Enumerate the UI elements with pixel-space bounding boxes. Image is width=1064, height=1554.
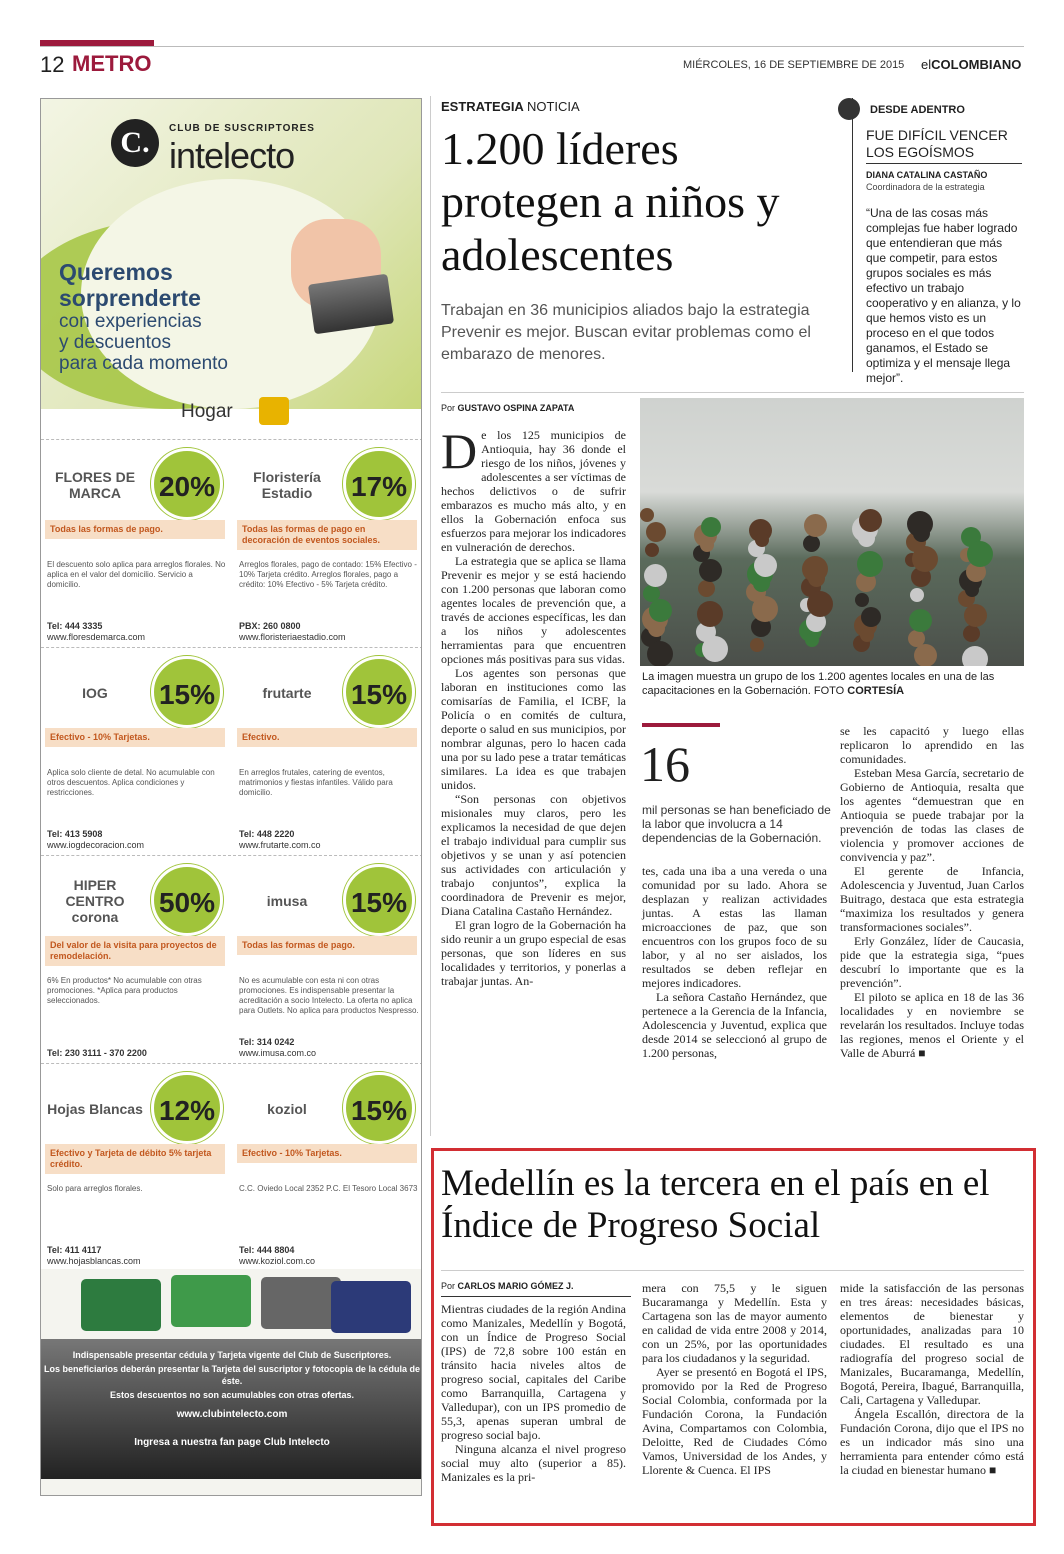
offer-website[interactable]: www.imusa.com.co (239, 1048, 317, 1058)
ad-subheadline-line-1: con experiencias (59, 311, 202, 332)
offer-website[interactable]: www.floristeriaestadio.com (239, 632, 346, 642)
kicker-type: NOTICIA (526, 99, 580, 114)
newspaper-prefix: el (921, 57, 932, 72)
bancolombia-card-image (171, 1275, 251, 1327)
offer-phone: Tel: 230 3111 - 370 2200 (47, 1048, 147, 1058)
discount-badge: 15% (343, 656, 415, 728)
ad-category: Hogar (181, 401, 233, 422)
article-paragraph: Ninguna alcanza el nivel progreso social muy alto (superior a 85). Manizales es la pri- (441, 1442, 626, 1484)
page-number: 12 (40, 52, 65, 77)
article2-headline[interactable]: Medellín es la tercera en el país en el Índice de Progreso Social (441, 1163, 990, 1246)
offer-card[interactable] (233, 1063, 422, 1273)
photo-person-shape (964, 604, 987, 627)
stat-accent-bar (642, 723, 720, 727)
newspaper-title: COLOMBIANO (931, 57, 1022, 72)
photo-person-shape (857, 551, 883, 577)
byline-author: GUSTAVO OSPINA ZAPATA (457, 403, 575, 413)
photo-person-shape (859, 509, 882, 532)
photo-person-shape (913, 525, 930, 542)
article2-column-1 (441, 1302, 626, 1484)
article-paragraph: se les capacitó y luego ellas replicaron lo aprendido en las comunidades. (840, 724, 1024, 766)
offer-phone: Tel: 413 5908 (47, 829, 103, 839)
offer-phone: Tel: 444 3335 (47, 621, 103, 631)
offer-note: Solo para arreglos florales. (47, 1184, 143, 1193)
byline-prefix: Por (441, 1281, 456, 1291)
offer-note: Aplica solo cliente de detal. No acumulable con otros descuentos. Aplica condiciones y restricciones. (47, 768, 215, 797)
offer-card[interactable] (41, 1063, 231, 1273)
photo-person-shape (808, 570, 825, 587)
article-paragraph (441, 423, 626, 554)
offer-phone: PBX: 260 0800 (239, 621, 301, 631)
discount-badge: 15% (343, 864, 415, 936)
discount-badge: 12% (151, 1072, 223, 1144)
photo-person-shape (807, 591, 833, 617)
offer-contact (47, 621, 145, 643)
elcolombiano-logo-icon: C. (111, 119, 159, 167)
article-paragraph: El gran logro de la Gobernación ha sido reunir a un grupo especial de esas personas, que son líderes en sus localidades y territorios, y ponerlas a trabajar juntas. An- (441, 918, 626, 988)
article-paragraph: tes, cada una iba a una vereda o una comunidad por su lado. Ahora se desplazan y realizan actividades juntas. A estas las llaman microacciones de paz, que son encuentros con los grupos foco de su labor, y al no ser aislados, los resultados se deben reflejar en mejores indicadores. (642, 864, 827, 990)
photo-person-shape (914, 644, 937, 666)
offer-condition: Del valor de la visita para proyectos de remodelación. (45, 936, 225, 966)
article-paragraph: mide la satisfacción de las personas en tres áreas: necesidades básicas, elementos de bienestar y oportunidades, analizadas para 10 ciudades. El resultado es una radiografía del progreso social de Manizales, Bucaramanga, Medellín, Bogotá, Pereira, Ibagué, Barranquilla, Cali, Cartagena y Valledupar. (840, 1281, 1024, 1407)
article-paragraph: Esteban Mesa García, secretario de Gobierno de Antioquia, resalta que los agentes “demuestran que en Antioquia se puede trabajar por la prevención de todas las clases de violencia y promover acciones de convivencia y paz”. (840, 766, 1024, 864)
offer-card[interactable] (233, 439, 422, 649)
offer-website[interactable]: www.frutarte.com.co (239, 840, 321, 850)
photo-person-shape (962, 646, 988, 666)
photo-person-shape (753, 575, 770, 592)
photo-person-shape (700, 538, 714, 552)
photo-person-shape (967, 541, 993, 567)
offer-contact (47, 1245, 141, 1267)
ad-website-link[interactable]: www.clubintelecto.com (176, 1409, 288, 1420)
photo-person-shape (649, 599, 672, 622)
kicker-section: ESTRATEGIA (441, 99, 524, 114)
offer-brand-logo: HIPER CENTRO corona (65, 877, 125, 925)
offer-note: En arreglos frutales, catering de eventos, matrimonios y fiestas infantiles. Válido para domicilio. (239, 768, 393, 797)
offer-contact (47, 829, 144, 851)
offer-brand-logo: Floristería Estadio (253, 469, 321, 501)
offer-contact (239, 829, 321, 851)
offer-contact (47, 1048, 147, 1059)
article-deck: Trabajan en 36 municipios aliados bajo la estrategia Prevenir es mejor. Buscan evitar problemas como el embarazo de menores. (441, 302, 811, 363)
offer-brand-logo: Hojas Blancas (47, 1101, 143, 1117)
offer-note: El descuento solo aplica para arreglos florales. No aplica en el valor del domicilio. Servicio a domicilio. (47, 560, 226, 589)
photo-person-shape (701, 517, 721, 537)
offer-phone: Tel: 444 8804 (239, 1245, 295, 1255)
offer-phone: Tel: 448 2220 (239, 829, 295, 839)
photo-person-shape (963, 625, 980, 642)
article2-byline (441, 1281, 574, 1291)
offer-phone: Tel: 411 4117 (47, 1245, 102, 1255)
offer-card[interactable] (41, 647, 231, 857)
house-icon (259, 397, 289, 425)
article-column-3 (840, 724, 1024, 1060)
caption-credit-label: FOTO (813, 685, 845, 697)
photo-person-shape (647, 641, 673, 666)
offer-condition: Efectivo - 10% Tarjetas. (45, 728, 225, 747)
photo-person-shape (755, 533, 769, 547)
offer-phone: Tel: 314 0242 (239, 1037, 295, 1047)
article-paragraph: “Son personas con objetivos misionales muy claros, pero les explicamos la necesidad de que dejen el trabajo individual para cumplir sus objetivos y se unan y así potencien sus actividades con articulación y trabajo conjuntos”, explica la coordinadora de Prevenir es mejor, Diana Catalina Castaño Hernández. (441, 792, 626, 918)
offer-brand-logo: IOG (82, 685, 108, 701)
offer-note: No es acumulable con esta ni con otras promociones. Es indispensable presentar la acreditación a socio Intelecto. La oferta no aplica para Outlets. No aplica para productos Nespresso. (239, 976, 419, 1015)
article-paragraph: Ángela Escallón, directora de la Fundación Corona, dijo que el IPS no es un indicador más sino una herramienta para entender cómo está la ciudad en bienestar humano ■ (840, 1407, 1024, 1477)
ad-headline-line-2: sorprenderte (59, 285, 201, 311)
photo-person-shape (855, 593, 869, 607)
photo-person-shape (805, 633, 819, 647)
ad-subheadline-line-3: para cada momento (59, 353, 228, 374)
offer-note: 6% En productos* No acumulable con otras promociones. *Aplica para productos seleccionados. (47, 976, 202, 1005)
ad-fanpage-link[interactable]: Ingresa a nuestra fan page Club Intelecto (134, 1437, 330, 1448)
photo-person-shape (702, 636, 728, 662)
article-paragraph: mera con 75,5 y le siguen Bucaramanga y Medellín. Esta y Cartagena son las de mayor aumento en calidad de vida entre 2008 y 2014, con un 25%, por las oportunidades para los ciudadanos y la seguridad. (642, 1281, 827, 1365)
ad-footer-text: Estos descuentos no son acumulables con otras ofertas. (109, 1390, 355, 1400)
photo-person-shape (648, 620, 665, 637)
byline-rule (441, 1296, 631, 1297)
ad-footer-text: Indispensable presentar cédula y Tarjeta vigente del Club de Suscriptores. (72, 1350, 392, 1360)
offer-condition: Todas las formas de pago. (237, 936, 417, 955)
offer-condition: Efectivo - 10% Tarjetas. (237, 1144, 417, 1163)
article-paragraph: Mientras ciudades de la región Andina como Manizales, Medellín y Bogotá, con un Índice de Progreso Social (IPS) de 72,8 sobre 100 están en tránsito hacia niveles altos de progreso social, capitales del Caribe como Barranquilla, Cartagena y Valledupar), con un IPS promedio de 55,3, apenas superan umbral de progreso social bajo. (441, 1302, 626, 1442)
offer-website[interactable]: www.koziol.com.co (239, 1256, 316, 1266)
photo-person-shape (697, 601, 723, 627)
offer-card[interactable] (233, 647, 422, 857)
photo-person-shape (644, 564, 667, 587)
offer-condition: Efectivo y Tarjeta de débito 5% tarjeta crédito. (45, 1144, 225, 1174)
sidebar-quote: “Una de las cosas más complejas fue haber logrado que entendieran que más que competir, para estos grupos sociales es más efectivo un trabajo cooperativo y en alianza, y lo que hemos visto es un proceso en el que todos ganamos, el Estado se optimiza y el mensaje llega mejor”. (866, 206, 1021, 385)
offer-website[interactable]: www.iogdecoracion.com (47, 840, 145, 850)
photo-person-shape (752, 596, 778, 622)
photo-person-shape (646, 522, 666, 542)
ad-subheadline-line-2: y descuentos (59, 332, 171, 353)
ad-headline (59, 259, 201, 311)
stat-description: mil personas se han beneficiado de la labor que involucra a 14 dependencias de la Gobernación. (642, 803, 831, 845)
sidebar-headline: FUE DIFÍCIL VENCER LOS EGOÍSMOS (866, 127, 1008, 160)
sidebar-divider (866, 163, 1022, 164)
article-kicker (441, 99, 580, 114)
photo-person-shape (803, 535, 820, 552)
divider (441, 392, 1024, 393)
offer-contact (239, 1037, 316, 1059)
offer-card[interactable] (41, 855, 231, 1065)
offer-condition: Efectivo. (237, 728, 417, 747)
section-name: METRO (72, 51, 152, 76)
offer-brand-logo: FLORES DE MARCA (54, 469, 136, 501)
photo-person-shape (910, 588, 924, 602)
article-paragraph: El piloto se aplica en 18 de las 36 localidades y en noviembre se revelarán los resultados. Incluye todas las regiones, menos el Oriente y el Valle de Aburrá ■ (840, 990, 1024, 1060)
sidebar-source-role: Coordinadora de la estrategia (866, 182, 985, 192)
photo-person-shape (698, 580, 715, 597)
bancolombia-card-image (81, 1279, 161, 1331)
photo-person-shape (861, 607, 881, 627)
divider (441, 1270, 1024, 1271)
ad-subheadline (59, 311, 228, 374)
caption-text: La imagen muestra un grupo de los 1.200 agentes locales en una de las capacitaciones en la Gobernación. (642, 671, 995, 697)
photo-person-shape (909, 609, 932, 632)
article-byline (441, 403, 574, 413)
discount-badge: 15% (343, 1072, 415, 1144)
advertisement-club-intelecto[interactable] (40, 98, 422, 1496)
offer-condition: Todas las formas de pago en decoración de eventos sociales. (237, 520, 417, 550)
article-column-2 (642, 864, 827, 1060)
ad-footer-text: Los beneficiarios deberán presentar la Tarjeta del suscriptor y fotocopia de la cédula de éste. (44, 1364, 420, 1386)
caption-credit: CORTESÍA (847, 685, 905, 697)
ad-footer (41, 1339, 422, 1479)
photo-person-shape (860, 628, 874, 642)
photo-person-shape (965, 583, 979, 597)
newspaper-name (921, 57, 1021, 72)
article-paragraph: La estrategia que se aplica se llama Prevenir es mejor y se está haciendo con 1.200 personas que laboran como agentes locales de prevención que, a través de acciones específicas, les dan a los niños y adolescentes herramientas para que encuentren opciones más positivas para sus vidas. (441, 554, 626, 666)
article-paragraph: Ayer se presentó en Bogotá el IPS, promovido por la Red de Progreso Social Colombia, conformada por la Fundación Corona, la Fundación Avina, Compartamos con Colombia, Deloitte, Red de Ciudades Cómo Vamos, Universidad de los Andes, y Llorente & Cuenca. El IPS (642, 1365, 827, 1477)
photo-person-shape (754, 554, 777, 577)
article-headline[interactable]: 1.200 líderes protegen a niños y adolescentes (441, 123, 780, 280)
offer-contact (239, 1245, 315, 1267)
discount-badge: 50% (151, 864, 223, 936)
drop-cap: D (441, 423, 478, 479)
offer-note: Arreglos florales, pago de contado: 15% Efectivo - 10% Tarjeta crédito. Arreglos florales, pago a crédito: 10% Efectivo - 5% Tarjeta crédito. (239, 560, 417, 589)
article2-column-2 (642, 1281, 827, 1477)
header-rule (40, 46, 1024, 47)
offer-brand-logo: frutarte (262, 685, 312, 701)
article-column-1 (441, 423, 626, 988)
offer-contact (239, 621, 346, 643)
person-icon (838, 98, 860, 120)
discount-badge: 17% (343, 448, 415, 520)
offer-website[interactable]: www.floresdemarca.com (47, 632, 146, 642)
byline-prefix: Por (441, 403, 456, 413)
offer-condition: Todas las formas de pago. (45, 520, 225, 539)
sidebar-source-name: DIANA CATALINA CASTAÑO (866, 170, 988, 180)
ad-headline-line-1: Queremos (59, 259, 173, 285)
article2-column-3 (840, 1281, 1024, 1477)
group-photo[interactable] (640, 398, 1024, 666)
sidebar-rule (852, 98, 853, 372)
ad-club-label: CLUB DE SUSCRIPTORES (169, 123, 315, 134)
article-paragraph: El gerente de Infancia, Adolescencia y Juventud, Juan Carlos Buitrago, destaca que esta estrategia “maximiza los resultados y genera transformaciones sociales”. (840, 864, 1024, 934)
ad-brand: intelecto (169, 135, 295, 176)
discount-badge: 20% (151, 448, 223, 520)
byline-author: CARLOS MARIO GÓMEZ J. (457, 1281, 574, 1291)
photo-person-shape (750, 638, 764, 652)
sidebar-title: DESDE ADENTRO (870, 104, 965, 116)
photo-caption (642, 670, 1026, 698)
photo-person-shape (699, 559, 722, 582)
offer-brand-logo: imusa (266, 893, 308, 909)
column-separator (430, 96, 431, 1136)
offer-card[interactable] (233, 855, 422, 1065)
intelecto-card-image (331, 1281, 411, 1333)
photo-person-shape (645, 543, 659, 557)
offer-website[interactable]: www.hojasblancas.com (47, 1256, 141, 1266)
stat-number: 16 (640, 736, 690, 792)
issue-date: MIÉRCOLES, 16 DE SEPTIEMBRE DE 2015 (683, 59, 905, 71)
offer-card[interactable] (41, 439, 231, 649)
article-paragraph: Erly González, líder de Caucasia, pide que la estrategia siga, “pues descubrí lo importante que es la prevención”. (840, 934, 1024, 990)
intelecto-card-image (261, 1277, 341, 1329)
photo-person-shape (858, 530, 875, 547)
offer-note: C.C. Oviedo Local 2352 P.C. El Tesoro Local 3673 (239, 1184, 418, 1193)
photo-person-shape (912, 546, 938, 572)
photo-person-shape (804, 514, 827, 537)
discount-badge: 15% (151, 656, 223, 728)
paragraph-text: e los 125 municipios de Antioquia, hay 36 donde el riesgo de los niños, jóvenes y adolescentes a ser víctimas de hechos delictivos o de sufrir embarazos es mucho más alto, y en ellos la Gobernación enfoca sus esfuerzos para mejorar los indicadores en vulneración de derechos. (441, 428, 626, 554)
article-paragraph: La señora Castaño Hernández, que pertenece a la Gerencia de la Infancia, Adolescencia y Juventud, explica que desde 2014 se seleccionó al grupo de 1.200 personas, (642, 990, 827, 1060)
article-paragraph: Los agentes son personas que laboran en instituciones como las comisarías de Familia, el ICBF, la Policía o en comités de cultura, deporte o salud en sus municipios, por nombrar algunas, pero lo hacen cada una por su lado pese a tratar temáticas similares. La idea es que trabajen unidos. (441, 666, 626, 792)
offer-brand-logo: koziol (267, 1101, 307, 1117)
photo-person-shape (640, 508, 654, 522)
